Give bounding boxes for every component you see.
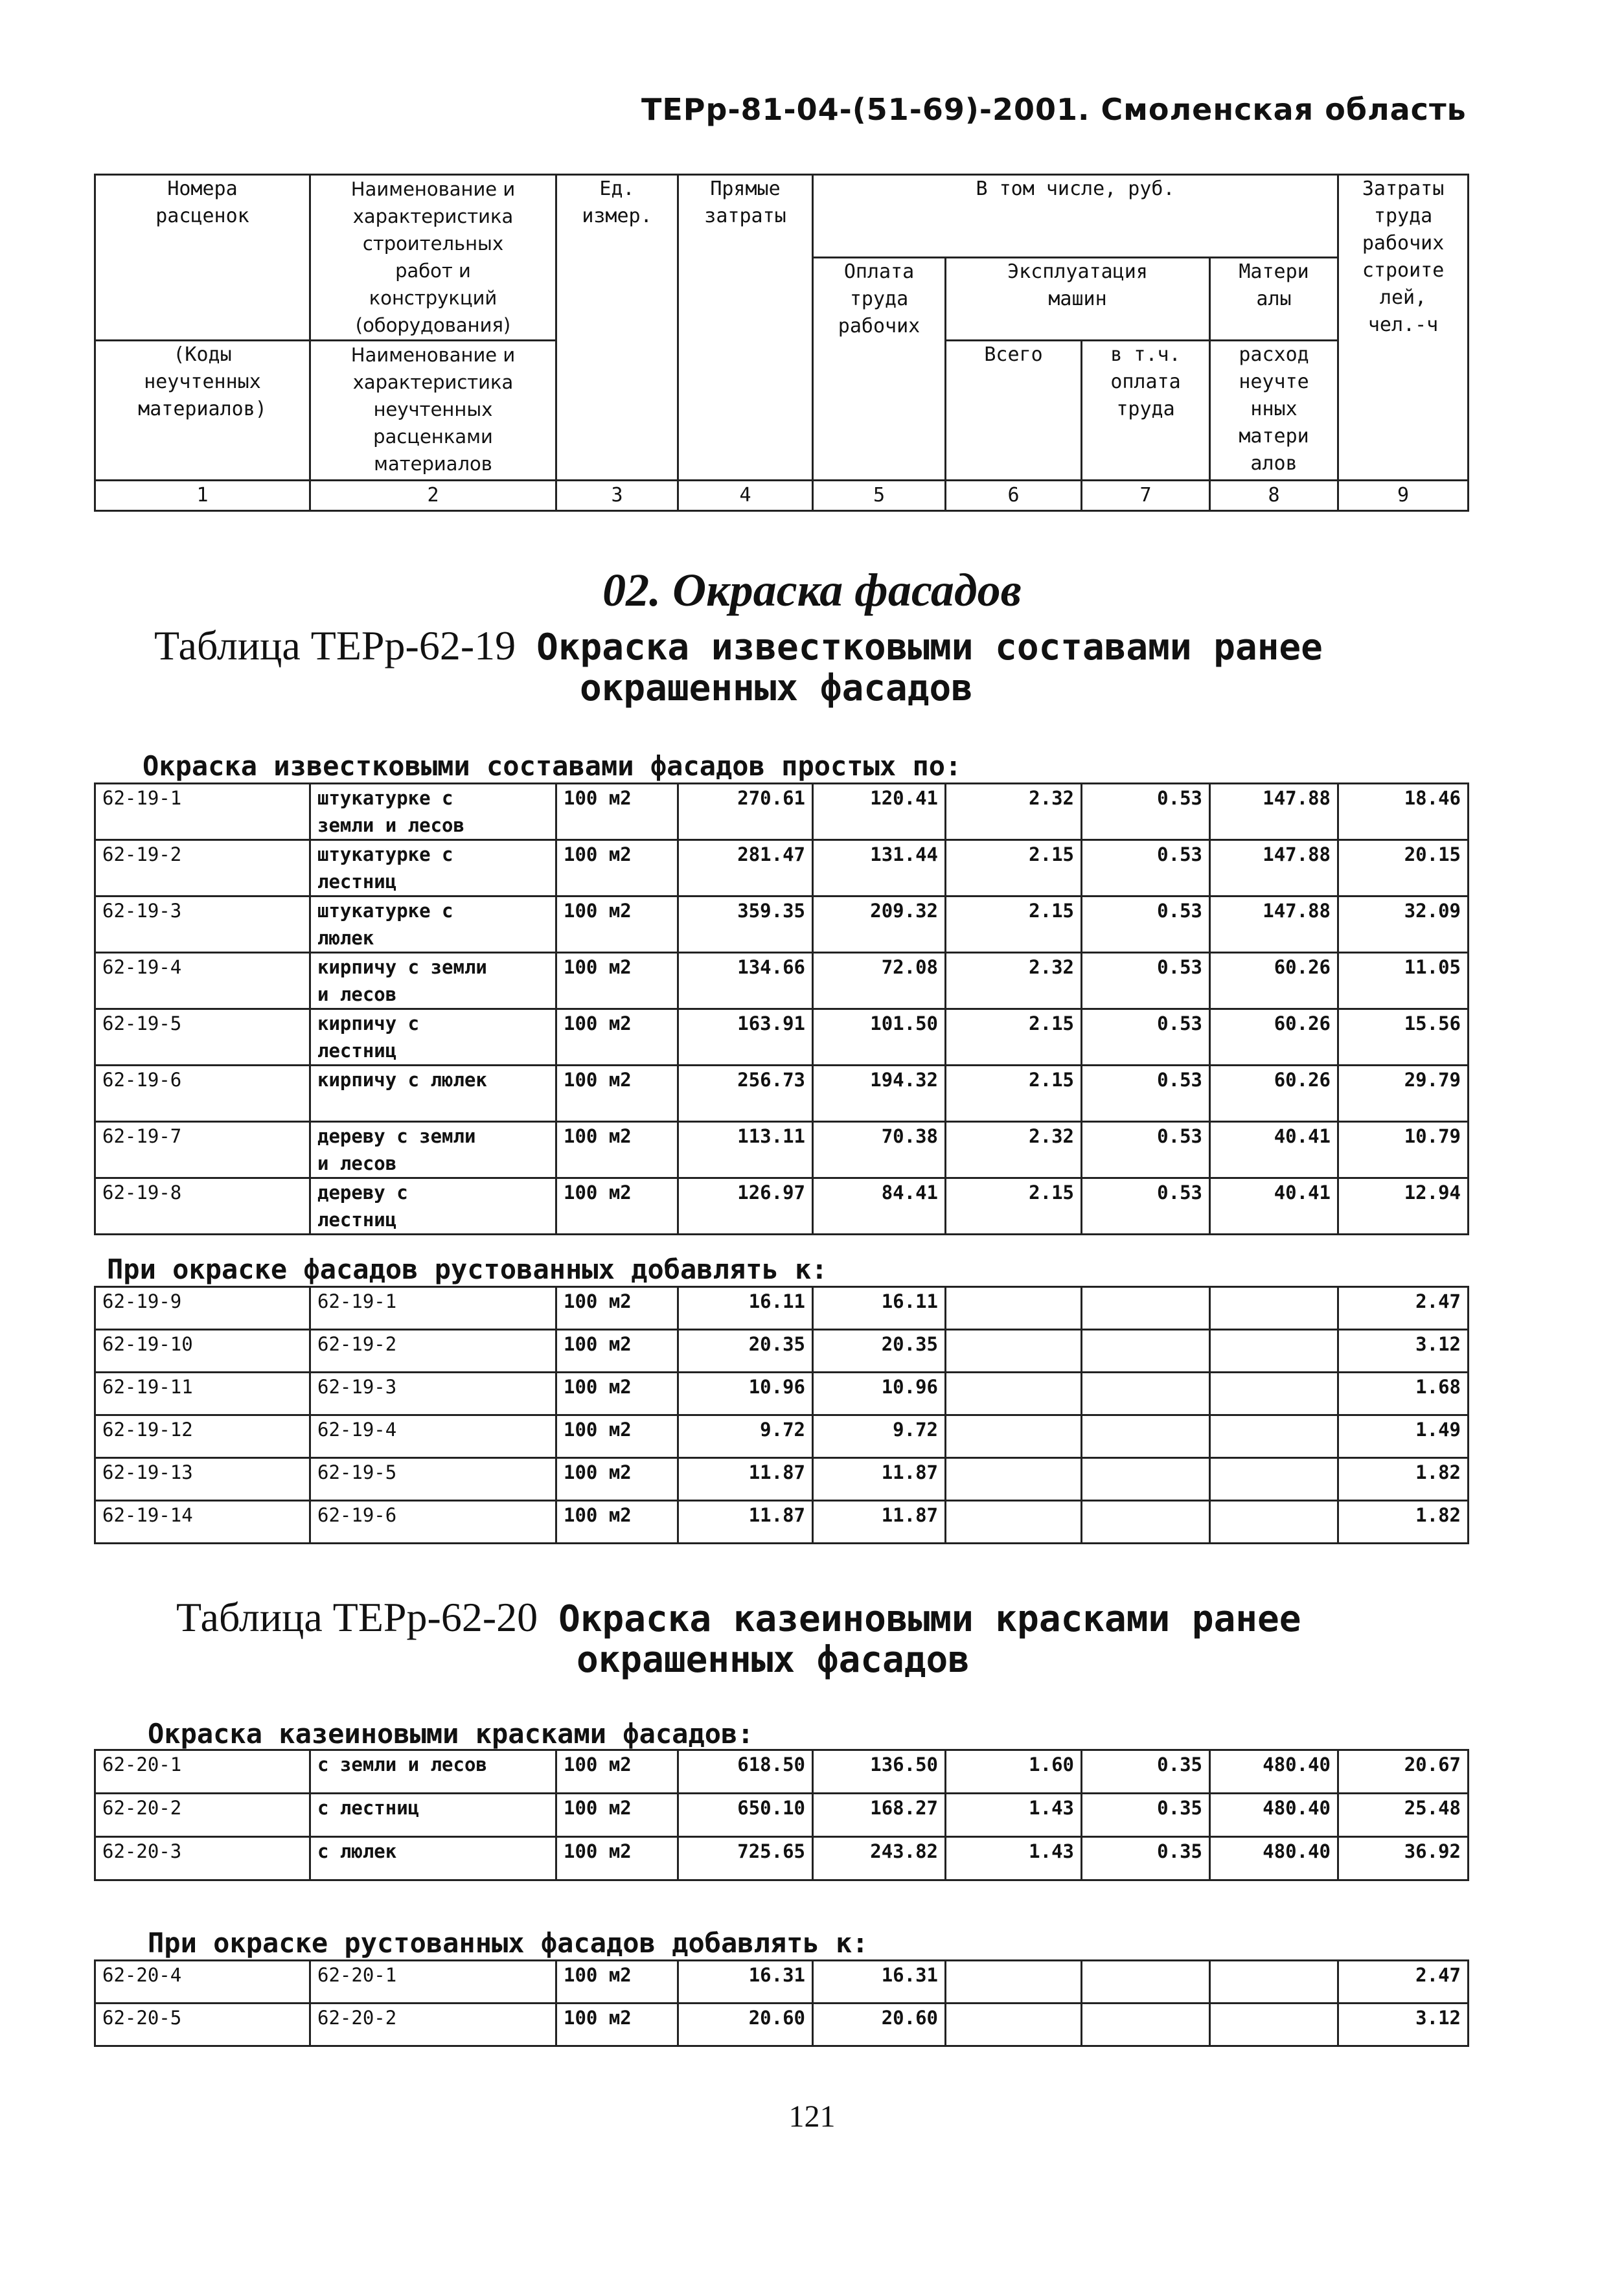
unit: 100 м2 xyxy=(556,1501,678,1544)
rate-code: 62-19-2 xyxy=(95,840,310,896)
materials: 60.26 xyxy=(1210,953,1338,1009)
header-direct-costs: Прямые затраты xyxy=(678,175,813,481)
direct-costs: 9.72 xyxy=(678,1415,813,1458)
rate-code: 62-20-2 xyxy=(95,1794,310,1837)
direct-costs: 725.65 xyxy=(678,1837,813,1880)
labor-hours: 18.46 xyxy=(1338,784,1469,840)
header-unit: Ед. измер. xyxy=(556,175,678,481)
machines-total: 1.43 xyxy=(946,1794,1082,1837)
machines-labor xyxy=(1082,1458,1210,1501)
labor-hours: 1.82 xyxy=(1338,1458,1469,1501)
unit: 100 м2 xyxy=(556,1961,678,2004)
table-row xyxy=(95,1750,1469,1794)
table-20-rusticated xyxy=(94,1959,1469,2047)
rate-code: 62-19-7 xyxy=(95,1122,310,1178)
labor-wages: 136.50 xyxy=(813,1750,946,1794)
rate-code: 62-19-5 xyxy=(95,1009,310,1066)
table-row xyxy=(95,1458,1469,1501)
work-name-line: кирпичу с люлек xyxy=(317,1069,487,1091)
machines-labor xyxy=(1082,1961,1210,2004)
labor-hours: 10.79 xyxy=(1338,1122,1469,1178)
machines-total: 2.32 xyxy=(946,1122,1082,1178)
direct-costs: 281.47 xyxy=(678,840,813,896)
direct-costs: 11.87 xyxy=(678,1458,813,1501)
direct-costs: 20.35 xyxy=(678,1330,813,1373)
labor-wages: 209.32 xyxy=(813,896,946,953)
machines-total xyxy=(946,1501,1082,1544)
table-19-heading xyxy=(154,622,1323,670)
work-name xyxy=(310,1750,556,1794)
table-19-main xyxy=(94,782,1469,1235)
rate-code: 62-19-9 xyxy=(95,1287,310,1330)
labor-wages: 10.96 xyxy=(813,1373,946,1415)
header-machine-operation: Эксплуатация машин xyxy=(946,258,1210,341)
labor-wages: 168.27 xyxy=(813,1794,946,1837)
rate-code: 62-19-6 xyxy=(95,1066,310,1122)
direct-costs: 256.73 xyxy=(678,1066,813,1122)
table-row xyxy=(95,1837,1469,1880)
work-name-line: лестниц xyxy=(317,1209,397,1231)
table-row xyxy=(95,1066,1469,1122)
work-name-line: кирпичу с xyxy=(317,1012,420,1034)
column-number: 4 xyxy=(678,481,813,511)
machines-total xyxy=(946,2004,1082,2046)
work-name xyxy=(310,896,556,953)
unit: 100 м2 xyxy=(556,1458,678,1501)
machines-total: 1.43 xyxy=(946,1837,1082,1880)
rate-code: 62-19-3 xyxy=(95,896,310,953)
machines-labor: 0.53 xyxy=(1082,896,1210,953)
work-name xyxy=(310,1122,556,1178)
rate-code: 62-19-11 xyxy=(95,1373,310,1415)
table-20-title: Окраска казеиновыми красками ранее xyxy=(558,1598,1301,1640)
labor-hours: 29.79 xyxy=(1338,1066,1469,1122)
table-row xyxy=(95,1794,1469,1837)
labor-wages: 9.72 xyxy=(813,1415,946,1458)
machines-labor xyxy=(1082,2004,1210,2046)
work-name-line: с люлек xyxy=(317,1840,397,1862)
header-labor-hours: Затраты труда рабочих строите лей, чел.-ч xyxy=(1338,175,1469,481)
table-20-label: Таблица ТЕРр-62-20 xyxy=(176,1594,538,1640)
reference-code: 62-19-1 xyxy=(310,1287,556,1330)
labor-hours: 25.48 xyxy=(1338,1794,1469,1837)
machines-total: 1.60 xyxy=(946,1750,1082,1794)
table-20-title-line2: окрашенных фасадов xyxy=(577,1639,970,1681)
machines-total xyxy=(946,1330,1082,1373)
rate-code: 62-20-4 xyxy=(95,1961,310,2004)
labor-hours: 3.12 xyxy=(1338,1330,1469,1373)
header-material-codes: (Коды неучтенных материалов) xyxy=(95,341,310,481)
reference-code: 62-20-1 xyxy=(310,1961,556,2004)
reference-code: 62-19-5 xyxy=(310,1458,556,1501)
machines-total: 2.15 xyxy=(946,896,1082,953)
machines-labor: 0.53 xyxy=(1082,1178,1210,1235)
unit: 100 м2 xyxy=(556,1178,678,1235)
machines-total: 2.15 xyxy=(946,840,1082,896)
labor-hours: 2.47 xyxy=(1338,1961,1469,2004)
materials: 480.40 xyxy=(1210,1750,1338,1794)
direct-costs: 618.50 xyxy=(678,1750,813,1794)
direct-costs: 270.61 xyxy=(678,784,813,840)
work-name-line: кирпичу с земли xyxy=(317,956,487,978)
section-title: 02. Окраска фасадов xyxy=(602,564,1022,616)
table-row xyxy=(95,1287,1469,1330)
labor-wages: 70.38 xyxy=(813,1122,946,1178)
labor-hours: 3.12 xyxy=(1338,2004,1469,2046)
direct-costs: 650.10 xyxy=(678,1794,813,1837)
labor-wages: 16.11 xyxy=(813,1287,946,1330)
header-machines-total: Всего xyxy=(946,341,1082,481)
labor-wages: 11.87 xyxy=(813,1458,946,1501)
table-row xyxy=(95,784,1469,840)
labor-wages: 120.41 xyxy=(813,784,946,840)
header-rate-number: Номера расценок xyxy=(95,175,310,341)
column-header-table xyxy=(94,174,1469,512)
direct-costs: 163.91 xyxy=(678,1009,813,1066)
header-work-name: Наименование и характеристика строительных работ и конструкций (оборудования) xyxy=(310,175,556,341)
column-number: 6 xyxy=(946,481,1082,511)
table-20-rusticated-subhead: При окраске рустованных фасадов добавлять к: xyxy=(148,1927,869,1959)
labor-wages: 131.44 xyxy=(813,840,946,896)
machines-total xyxy=(946,1373,1082,1415)
work-name-line: лестниц xyxy=(317,1040,397,1062)
document-header: ТЕРр-81-04-(51-69)-2001. Смоленская область xyxy=(641,92,1467,127)
work-name xyxy=(310,1009,556,1066)
materials xyxy=(1210,1458,1338,1501)
labor-hours: 1.82 xyxy=(1338,1501,1469,1544)
table-row xyxy=(95,1330,1469,1373)
machines-labor: 0.53 xyxy=(1082,1009,1210,1066)
materials: 147.88 xyxy=(1210,784,1338,840)
direct-costs: 16.11 xyxy=(678,1287,813,1330)
rate-code: 62-20-5 xyxy=(95,2004,310,2046)
rate-code: 62-19-13 xyxy=(95,1458,310,1501)
labor-hours: 36.92 xyxy=(1338,1837,1469,1880)
header-including-rub: В том числе, руб. xyxy=(813,175,1338,258)
rate-code: 62-20-1 xyxy=(95,1750,310,1794)
machines-labor: 0.53 xyxy=(1082,953,1210,1009)
header-material-consumption: расход неучте нных матери алов xyxy=(1210,341,1338,481)
machines-total: 2.32 xyxy=(946,784,1082,840)
direct-costs: 10.96 xyxy=(678,1373,813,1415)
unit: 100 м2 xyxy=(556,896,678,953)
table-19-title-line2: окрашенных фасадов xyxy=(580,667,973,709)
unit: 100 м2 xyxy=(556,1794,678,1837)
materials xyxy=(1210,2004,1338,2046)
unit: 100 м2 xyxy=(556,2004,678,2046)
work-name xyxy=(310,1178,556,1235)
labor-wages: 101.50 xyxy=(813,1009,946,1066)
unit: 100 м2 xyxy=(556,1837,678,1880)
labor-wages: 20.35 xyxy=(813,1330,946,1373)
table-19-title: Окраска известковыми составами ранее xyxy=(536,626,1323,668)
column-number: 2 xyxy=(310,481,556,511)
labor-hours: 32.09 xyxy=(1338,896,1469,953)
materials xyxy=(1210,1961,1338,2004)
rate-code: 62-19-14 xyxy=(95,1501,310,1544)
rate-code: 62-19-12 xyxy=(95,1415,310,1458)
rate-code: 62-20-3 xyxy=(95,1837,310,1880)
direct-costs: 134.66 xyxy=(678,953,813,1009)
table-19-subhead: Окраска известковыми составами фасадов простых по: xyxy=(143,750,962,782)
work-name xyxy=(310,784,556,840)
table-row xyxy=(95,953,1469,1009)
direct-costs: 126.97 xyxy=(678,1178,813,1235)
machines-labor: 0.35 xyxy=(1082,1750,1210,1794)
unit: 100 м2 xyxy=(556,1009,678,1066)
labor-hours: 15.56 xyxy=(1338,1009,1469,1066)
direct-costs: 16.31 xyxy=(678,1961,813,2004)
table-row xyxy=(95,896,1469,953)
rate-code: 62-19-4 xyxy=(95,953,310,1009)
work-name xyxy=(310,840,556,896)
materials: 480.40 xyxy=(1210,1837,1338,1880)
materials: 40.41 xyxy=(1210,1178,1338,1235)
table-row xyxy=(95,2004,1469,2046)
machines-labor: 0.53 xyxy=(1082,784,1210,840)
unit: 100 м2 xyxy=(556,1373,678,1415)
table-row xyxy=(95,1122,1469,1178)
column-number: 9 xyxy=(1338,481,1469,511)
labor-hours: 20.67 xyxy=(1338,1750,1469,1794)
table-20-heading xyxy=(176,1593,1301,1641)
unit: 100 м2 xyxy=(556,1330,678,1373)
materials: 40.41 xyxy=(1210,1122,1338,1178)
labor-wages: 72.08 xyxy=(813,953,946,1009)
column-number: 8 xyxy=(1210,481,1338,511)
table-row xyxy=(95,1009,1469,1066)
rate-code: 62-19-10 xyxy=(95,1330,310,1373)
materials: 60.26 xyxy=(1210,1066,1338,1122)
machines-total xyxy=(946,1961,1082,2004)
header-labor-wages: Оплата труда рабочих xyxy=(813,258,946,481)
labor-wages: 243.82 xyxy=(813,1837,946,1880)
labor-wages: 16.31 xyxy=(813,1961,946,2004)
machines-total: 2.15 xyxy=(946,1178,1082,1235)
materials: 60.26 xyxy=(1210,1009,1338,1066)
labor-hours: 12.94 xyxy=(1338,1178,1469,1235)
materials: 147.88 xyxy=(1210,840,1338,896)
header-materials: Матери алы xyxy=(1210,258,1338,341)
header-material-name: Наименование и характеристика неучтенных расценками материалов xyxy=(310,341,556,481)
work-name xyxy=(310,1794,556,1837)
unit: 100 м2 xyxy=(556,840,678,896)
work-name xyxy=(310,953,556,1009)
work-name-line: и лесов xyxy=(317,1152,397,1174)
work-name-line: люлек xyxy=(317,927,374,949)
machines-labor: 0.35 xyxy=(1082,1837,1210,1880)
table-row xyxy=(95,1961,1469,2004)
reference-code: 62-20-2 xyxy=(310,2004,556,2046)
unit: 100 м2 xyxy=(556,1415,678,1458)
work-name-line: штукатурке с xyxy=(317,787,453,809)
machines-labor xyxy=(1082,1373,1210,1415)
direct-costs: 359.35 xyxy=(678,896,813,953)
labor-wages: 20.60 xyxy=(813,2004,946,2046)
work-name-line: штукатурке с xyxy=(317,900,453,922)
table-20-main xyxy=(94,1749,1469,1881)
rate-code: 62-19-1 xyxy=(95,784,310,840)
work-name xyxy=(310,1066,556,1122)
labor-hours: 2.47 xyxy=(1338,1287,1469,1330)
machines-labor: 0.53 xyxy=(1082,1122,1210,1178)
materials xyxy=(1210,1287,1338,1330)
direct-costs: 113.11 xyxy=(678,1122,813,1178)
direct-costs: 11.87 xyxy=(678,1501,813,1544)
materials: 147.88 xyxy=(1210,896,1338,953)
labor-hours: 1.68 xyxy=(1338,1373,1469,1415)
unit: 100 м2 xyxy=(556,953,678,1009)
materials xyxy=(1210,1330,1338,1373)
work-name-line: с лестниц xyxy=(317,1797,420,1819)
machines-total xyxy=(946,1415,1082,1458)
table-row xyxy=(95,840,1469,896)
machines-total: 2.15 xyxy=(946,1009,1082,1066)
direct-costs: 20.60 xyxy=(678,2004,813,2046)
unit: 100 м2 xyxy=(556,1122,678,1178)
labor-wages: 84.41 xyxy=(813,1178,946,1235)
rate-code: 62-19-8 xyxy=(95,1178,310,1235)
unit: 100 м2 xyxy=(556,784,678,840)
work-name-line: штукатурке с xyxy=(317,843,453,865)
table-row xyxy=(95,1415,1469,1458)
reference-code: 62-19-4 xyxy=(310,1415,556,1458)
table-20-subhead: Окраска казеиновыми красками фасадов: xyxy=(148,1718,754,1750)
materials xyxy=(1210,1415,1338,1458)
work-name-line: с земли и лесов xyxy=(317,1753,487,1776)
work-name-line: лестниц xyxy=(317,871,397,893)
machines-total: 2.15 xyxy=(946,1066,1082,1122)
work-name-line: земли и лесов xyxy=(317,814,464,836)
table-19-label: Таблица ТЕРр-62-19 xyxy=(154,622,516,668)
reference-code: 62-19-2 xyxy=(310,1330,556,1373)
column-number: 3 xyxy=(556,481,678,511)
machines-labor: 0.53 xyxy=(1082,1066,1210,1122)
machines-labor xyxy=(1082,1415,1210,1458)
machines-total xyxy=(946,1287,1082,1330)
machines-labor: 0.53 xyxy=(1082,840,1210,896)
labor-hours: 20.15 xyxy=(1338,840,1469,896)
table-row xyxy=(95,1373,1469,1415)
header-machines-labor: в т.ч. оплата труда xyxy=(1082,341,1210,481)
table-19-rusticated xyxy=(94,1286,1469,1544)
labor-wages: 11.87 xyxy=(813,1501,946,1544)
machines-labor xyxy=(1082,1330,1210,1373)
work-name-line: и лесов xyxy=(317,983,397,1005)
table-19-rusticated-subhead: При окраске фасадов рустованных добавлять к: xyxy=(107,1253,828,1285)
labor-hours: 1.49 xyxy=(1338,1415,1469,1458)
unit: 100 м2 xyxy=(556,1287,678,1330)
reference-code: 62-19-3 xyxy=(310,1373,556,1415)
materials xyxy=(1210,1373,1338,1415)
machines-total xyxy=(946,1458,1082,1501)
materials xyxy=(1210,1501,1338,1544)
machines-labor xyxy=(1082,1287,1210,1330)
machines-total: 2.32 xyxy=(946,953,1082,1009)
unit: 100 м2 xyxy=(556,1066,678,1122)
column-number: 7 xyxy=(1082,481,1210,511)
reference-code: 62-19-6 xyxy=(310,1501,556,1544)
table-row xyxy=(95,1501,1469,1544)
materials: 480.40 xyxy=(1210,1794,1338,1837)
work-name xyxy=(310,1837,556,1880)
labor-wages: 194.32 xyxy=(813,1066,946,1122)
machines-labor: 0.35 xyxy=(1082,1794,1210,1837)
column-number: 5 xyxy=(813,481,946,511)
column-number: 1 xyxy=(95,481,310,511)
work-name-line: дереву с xyxy=(317,1182,408,1204)
labor-hours: 11.05 xyxy=(1338,953,1469,1009)
unit: 100 м2 xyxy=(556,1750,678,1794)
machines-labor xyxy=(1082,1501,1210,1544)
page-number: 121 xyxy=(788,2099,836,2134)
work-name-line: дереву с земли xyxy=(317,1125,476,1147)
table-row xyxy=(95,1178,1469,1235)
